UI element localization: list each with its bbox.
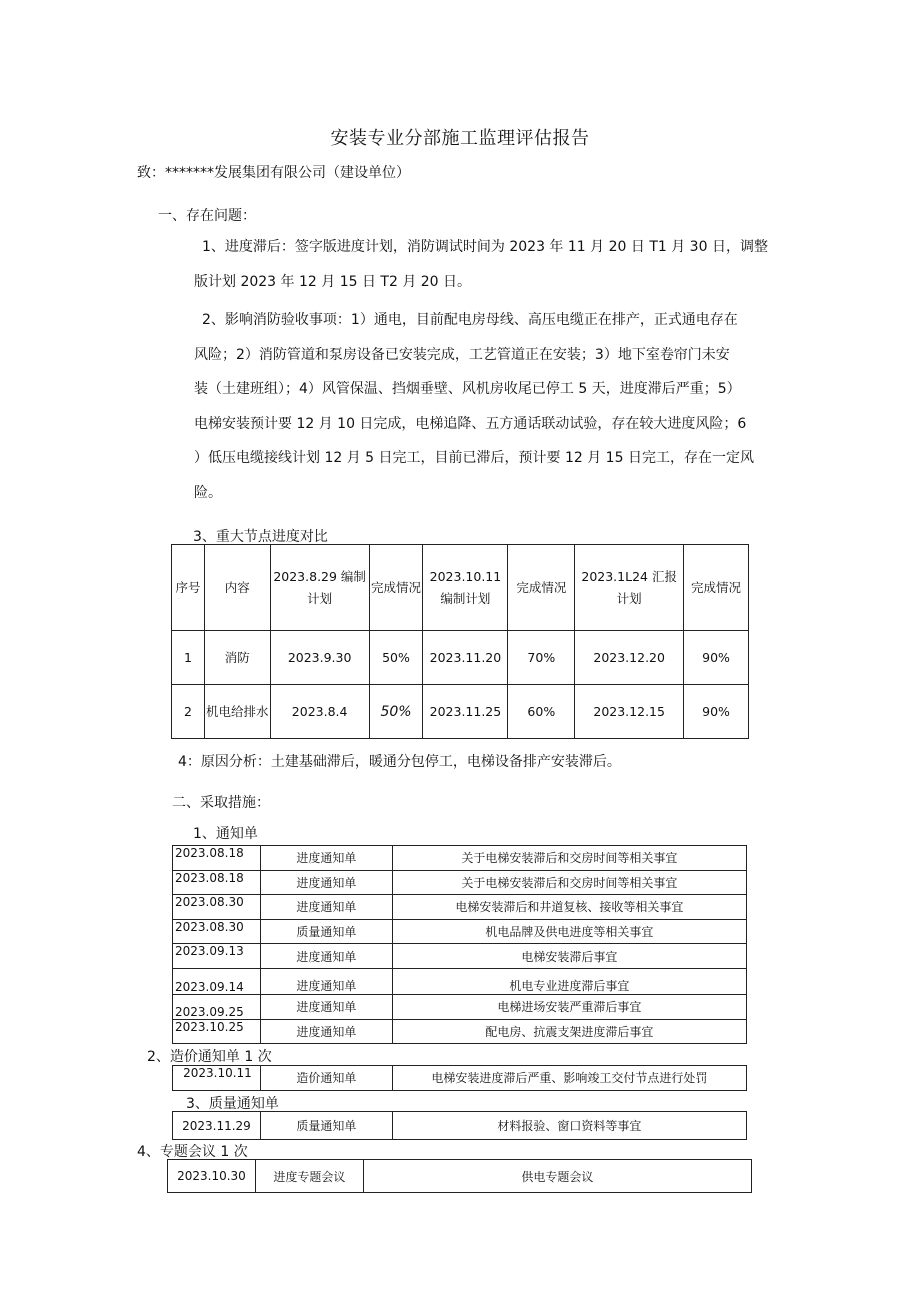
subject-cell: 配电房、抗震支架进度滞后事宜 [392,1019,746,1044]
type-cell: 进度通知单 [260,968,392,994]
issue-item-1-line: 1、进度滞后：签字版进度计划，消防调试时间为 2023 年 11 月 20 日 T1 月 30 日，调整 [202,239,768,255]
quality-notice-heading: 3、质量通知单 [186,1096,279,1112]
type-cell: 进度专题会议 [255,1160,363,1193]
subject-cell: 机电专业进度滞后事宜 [392,968,746,994]
cost-notice-heading: 2、造价通知单 1 次 [147,1049,272,1065]
table-row [173,1066,747,1091]
date-cell: 2023.09.14 [173,968,261,994]
date-cell: 2023.08.30 [173,919,261,944]
table-cell: 1 [172,631,205,685]
issue-item-2-line: 风险；2）消防管道和泵房设备已安装完成，工艺管道正在安装；3）地下室卷帘门未安 [194,346,730,363]
header-cell: 完成情况 [684,545,749,631]
subject-cell: 供电专题会议 [363,1160,751,1193]
meeting-table [167,1159,752,1193]
table-row [168,1160,752,1193]
header-cell: 2023.1L24 汇报计划 [575,545,684,631]
type-cell: 进度通知单 [260,1019,392,1044]
table-cell: 2023.11.20 [423,631,508,685]
addressee-line: 致：*******发展集团有限公司（建设单位） [137,165,410,181]
issue-item-1-line: 版计划 2023 年 12 月 15 日 T2 月 20 日。 [194,273,472,290]
issue-item-2-line: 2、影响消防验收事项：1）通电，目前配电房母线、高压电缆正在排产，正式通电存在 [202,312,738,328]
type-cell: 质量通知单 [260,1112,392,1140]
table-cell: 2023.12.15 [575,685,684,739]
table-cell: 2023.8.4 [270,685,369,739]
table-cell: 2023.9.30 [270,631,369,685]
table-row [173,994,747,1019]
issue-item-2 [194,303,786,511]
table-cell: 2023.12.20 [575,631,684,685]
table-cell: 2 [172,685,205,739]
date-cell: 2023.09.13 [173,944,261,969]
table-row [173,919,747,944]
table-row [172,631,749,685]
notice-heading: 1、通知单 [193,826,258,842]
notice-table [172,845,747,1044]
type-cell: 进度通知单 [260,895,392,920]
section1-heading: 一、存在问题： [158,208,256,224]
type-cell: 质量通知单 [260,919,392,944]
table-row [173,968,747,994]
issue-item-2-line: 装（土建班组）；4）风管保温、挡烟垂壁、风机房收尾已停工 5 天，进度滞后严重；5） [194,381,741,398]
date-cell: 2023.11.29 [173,1112,261,1140]
date-cell: 2023.10.30 [168,1160,256,1193]
date-cell: 2023.08.18 [173,870,261,895]
table-row [173,1019,747,1044]
date-cell: 2023.08.18 [173,846,261,871]
date-cell: 2023.10.25 [173,1019,261,1044]
type-cell: 造价通知单 [260,1066,392,1091]
header-cell: 完成情况 [508,545,575,631]
cause-analysis: 4：原因分析：土建基础滞后，暖通分包停工，电梯设备排产安装滞后。 [178,754,621,770]
table-cell: 2023.11.25 [423,685,508,739]
header-cell: 完成情况 [369,545,423,631]
table-cell: 90% [684,631,749,685]
node-progress-table [171,544,749,739]
type-cell: 进度通知单 [260,944,392,969]
issue-item-1 [194,230,786,299]
date-cell: 2023.09.25 [173,994,261,1019]
table-row [173,1112,747,1140]
table-cell: 50% [369,685,423,739]
table-row [173,846,747,871]
header-cell: 2023.10.11 编制计划 [423,545,508,631]
section2-heading: 二、采取措施： [172,795,270,811]
type-cell: 进度通知单 [260,846,392,871]
issue-item-2-line: 电梯安装预计要 12 月 10 日完成，电梯追降、五方通话联动试验，存在较大进度风险；6 [194,415,747,432]
quality-notice-table [172,1111,747,1140]
subject-cell: 关于电梯安装滞后和交房时间等相关事宜 [392,870,746,895]
table-row [173,870,747,895]
issue-item-2-line: 险。 [194,484,222,501]
table-cell: 70% [508,631,575,685]
table-row [172,685,749,739]
table-cell: 90% [684,685,749,739]
table-cell: 消防 [204,631,270,685]
table-cell: 机电给排水 [204,685,270,739]
subject-cell: 关于电梯安装滞后和交房时间等相关事宜 [392,846,746,871]
header-cell: 序号 [172,545,205,631]
subject-cell: 材料报验、窗口资料等事宜 [392,1112,746,1140]
table-row [173,895,747,920]
table-header-row [172,545,749,631]
subject-cell: 电梯安装进度滞后严重、影响竣工交付节点进行处罚 [392,1066,746,1091]
header-cell: 内容 [204,545,270,631]
type-cell: 进度通知单 [260,994,392,1019]
cost-notice-table [172,1065,747,1091]
header-cell: 2023.8.29 编制计划 [270,545,369,631]
meeting-heading: 4、专题会议 1 次 [137,1144,248,1160]
type-cell: 进度通知单 [260,870,392,895]
date-cell: 2023.10.11 [173,1066,261,1091]
subject-cell: 电梯进场安装严重滞后事宜 [392,994,746,1019]
subject-cell: 电梯安装滞后事宜 [392,944,746,969]
issue-item-2-line: ）低压电缆接线计划 12 月 5 日完工，目前已滞后，预计要 12 月 15 日完工，存在一定风 [194,450,754,467]
table-cell: 50% [369,631,423,685]
page-title: 安装专业分部施工监理评估报告 [330,128,590,149]
table-cell: 60% [508,685,575,739]
subject-cell: 机电品牌及供电进度等相关事宜 [392,919,746,944]
subject-cell: 电梯安装滞后和井道复核、接收等相关事宜 [392,895,746,920]
table-row [173,944,747,969]
node-comparison-heading: 3、重大节点进度对比 [193,529,328,545]
date-cell: 2023.08.30 [173,895,261,920]
